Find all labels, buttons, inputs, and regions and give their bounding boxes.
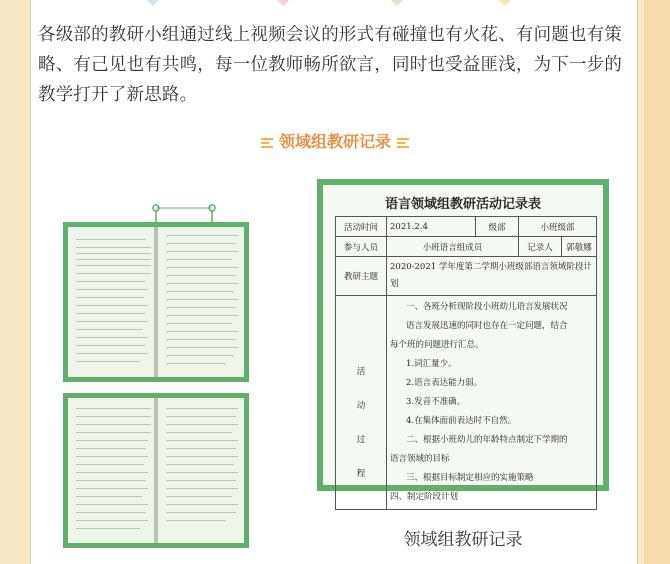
process-line: 1.词汇量少。	[406, 359, 457, 369]
record-photo-1	[63, 222, 249, 382]
process-label	[336, 296, 387, 510]
image-caption: 领域组教研记录	[403, 530, 523, 550]
process-content	[387, 296, 597, 510]
section-heading-text: 领域组教研记录	[278, 132, 391, 151]
process-label-char: 动	[356, 400, 366, 411]
record-table-photo	[317, 179, 609, 502]
process-line: 三、根据目标制定相应的实施策略	[406, 473, 534, 483]
record-photo-1-spine	[154, 227, 158, 377]
process-label-char: 程	[356, 468, 366, 479]
process-line: 2.语言表达能力弱。	[406, 378, 483, 388]
record-table-paper	[323, 185, 603, 502]
process-line: 语言发展迅速的同时也存在一定问题，结合	[406, 321, 568, 331]
article-paragraph: 各级部的教研小组通过线上视频会议的形式有碰撞也有火花、有问题也有策略、有己见也有共鸣，每一位教师畅所欲言，同时也受益匪浅，为下一步的教学打开了新思路。	[38, 25, 623, 105]
recorder-value: 郭敬娜	[562, 237, 597, 257]
table-row	[336, 237, 597, 257]
process-line: 一、各班分析现阶段小班幼儿语言发展状况	[406, 302, 568, 312]
record-photo-2-paper	[68, 398, 244, 543]
process-line: 3.发音不准确。	[406, 397, 466, 407]
process-line: 4.在集体面前表达时不自然。	[406, 416, 517, 426]
table-row	[336, 257, 597, 296]
record-photo-2	[63, 393, 249, 548]
participants-value: 小班语言组成员	[387, 237, 519, 257]
process-line: 四、制定阶段计划	[390, 492, 459, 502]
record-photo-1-paper	[68, 227, 244, 377]
grade-value: 小班级部	[519, 217, 597, 237]
process-line: 二、根据小班幼儿的年龄特点制定下学期的	[406, 435, 568, 445]
topic-label: 教研主题	[336, 257, 387, 296]
record-title: 语言领域组教研活动记录表	[384, 197, 541, 212]
right-border-strip	[644, 0, 670, 564]
section-heading	[0, 129, 670, 152]
activity-time-label: 活动时间	[336, 217, 387, 237]
participants-label: 参与人员	[336, 237, 387, 257]
heading-lines-icon	[261, 136, 273, 150]
activity-time-value: 2021.2.4	[387, 217, 476, 237]
top-decoration	[30, 0, 636, 14]
heading-lines-icon	[397, 136, 409, 150]
topic-value: 2020-2021 学年度第二学期小班级部语言领域阶段计划	[387, 257, 597, 296]
recorder-label: 记录人	[519, 237, 562, 257]
record-table	[335, 216, 597, 510]
process-line: 每个班的问题进行汇总。	[390, 340, 484, 350]
process-line: 语言领域的目标	[390, 454, 450, 464]
binder-clip-icon	[150, 200, 220, 226]
process-label-char: 过	[356, 434, 366, 445]
record-photo-2-spine	[154, 398, 158, 543]
table-row	[336, 296, 597, 510]
process-label-char: 活	[356, 366, 366, 377]
table-row	[336, 217, 597, 237]
grade-label: 级部	[476, 217, 519, 237]
